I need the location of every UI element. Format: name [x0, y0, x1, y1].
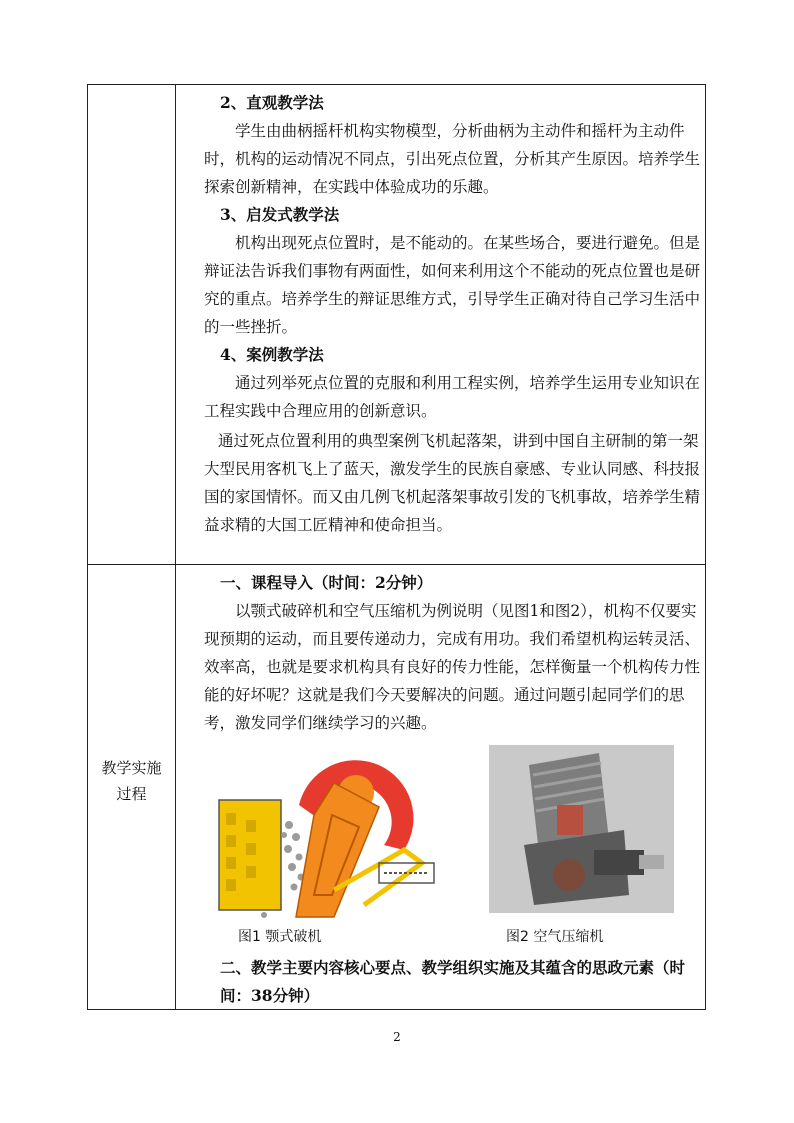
figure1-caption: 图1 颚式破机: [238, 929, 322, 945]
method-heading-intuitive: 2、直观教学法: [220, 93, 324, 112]
column-divider: [175, 85, 176, 1009]
method-heading-heuristic: 3、启发式教学法: [220, 205, 340, 224]
method-heading-case: 4、案例教学法: [220, 345, 324, 364]
figures-row: [204, 745, 700, 960]
course-intro-paragraph: 以颚式破碎机和空气压缩机为例说明（见图1和图2），机构不仅要实现预期的运动，而且要传递动力，完成有用功。我们希望机构运转灵活、效率高，也就是要求机构具有良好的传力性能，怎样衡量一个机构传力性能的好坏呢？这就是我们今天要解决的问题。通过问题引起同学们的思考，激发同学们继续学习的兴趣。: [204, 602, 701, 732]
row-divider: [88, 564, 705, 565]
method-paragraph-case-1: 通过列举死点位置的克服和利用工程实例，培养学生运用专业知识在工程实践中合理应用的创新意识。: [204, 374, 701, 420]
method-paragraph-case-2: 通过死点位置利用的典型案例飞机起落架，讲到中国自主研制的第一架大型民用客机飞上了蓝天，激发学生的民族自豪感、专业认同感、科技报国的家国情怀。而又由几例飞机起落架事故引发的飞机事故，培养学生精益求精的大国工匠精神和使命担当。: [204, 432, 701, 534]
air-compressor-figure: [489, 745, 674, 913]
page-number: 2: [393, 1030, 401, 1044]
jaw-crusher-figure: [204, 745, 454, 920]
course-intro-heading: 一、课程导入（时间：2分钟）: [220, 573, 433, 592]
main-content-heading: 二、教学主要内容核心要点、教学组织实施及其蕴含的思政元素（时间：38分钟）: [220, 958, 686, 1005]
lesson-plan-table: [87, 84, 706, 1010]
teaching-process-cell: [204, 569, 700, 1010]
teaching-methods-cell: [204, 89, 700, 539]
method-paragraph-intuitive: 学生由曲柄摇杆机构实物模型，分析曲柄为主动件和摇杆为主动件时，机构的运动情况不同点，引出死点位置，分析其产生原因。培养学生探索创新精神，在实践中体验成功的乐趣。: [204, 122, 701, 196]
row-label-teaching-process: [88, 755, 175, 807]
row-label-text: 教学实施过程: [101, 759, 162, 803]
method-paragraph-heuristic: 机构出现死点位置时，是不能动的。在某些场合，要进行避免。但是辩证法告诉我们事物有两面性，如何来利用这个不能动的死点位置也是研究的重点。培养学生的辩证思维方式，引导学生正确对待自己学习生活中的一些挫折。: [204, 234, 701, 336]
figure2-caption: 图2 空气压缩机: [506, 929, 604, 945]
